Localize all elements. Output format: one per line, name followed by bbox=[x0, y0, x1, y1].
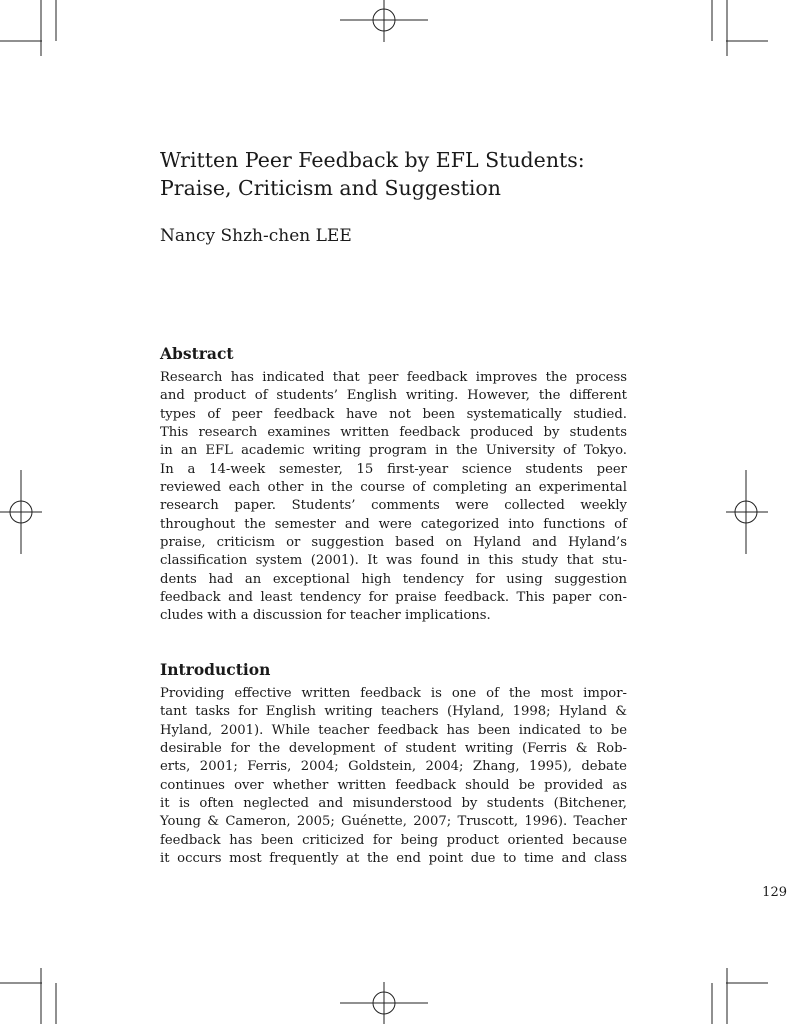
text-line: and product of students’ English writing. However, the different bbox=[160, 388, 627, 404]
text-line: In a 14-week semester, 15 first-year science students peer bbox=[160, 461, 627, 477]
text-line: it is often neglected and misunderstood by students (Bitchener, bbox=[160, 796, 627, 812]
text-line: types of peer feedback have not been systematically studied. bbox=[160, 406, 627, 422]
title-line-2: Praise, Criticism and Suggestion bbox=[160, 176, 501, 200]
article-title bbox=[160, 146, 627, 202]
text-line: desirable for the development of student writing (Ferris & Rob- bbox=[160, 741, 627, 757]
text-line: tant tasks for English writing teachers (Hyland, 1998; Hyland & bbox=[160, 704, 627, 720]
text-line: in an EFL academic writing program in the University of Tokyo. bbox=[160, 443, 627, 459]
text-line: classification system (2001). It was found in this study that stu- bbox=[160, 553, 627, 569]
text-line: it occurs most frequently at the end point due to time and class bbox=[160, 851, 627, 867]
text-line: dents had an exceptional high tendency for using suggestion bbox=[160, 571, 627, 587]
text-line: feedback has been criticized for being product oriented because bbox=[160, 832, 627, 848]
text-line: praise, criticism or suggestion based on Hyland and Hyland’s bbox=[160, 535, 627, 551]
text-line: research paper. Students’ comments were collected weekly bbox=[160, 498, 627, 514]
text-line: continues over whether written feedback should be provided as bbox=[160, 777, 627, 793]
page-number: 129 bbox=[762, 885, 787, 900]
text-line: Young & Cameron, 2005; Guénette, 2007; Truscott, 1996). Teacher bbox=[160, 814, 627, 830]
text-line: cludes with a discussion for teacher implications. bbox=[160, 608, 491, 624]
text-line: feedback and least tendency for praise feedback. This paper con- bbox=[160, 590, 627, 606]
author-name: Nancy Shzh-chen LEE bbox=[160, 226, 352, 246]
text-line: Hyland, 2001). While teacher feedback has been indicated to be bbox=[160, 722, 627, 738]
text-line: Providing effective written feedback is one of the most impor- bbox=[160, 686, 627, 701]
text-line: erts, 2001; Ferris, 2004; Goldstein, 2004; Zhang, 1995), debate bbox=[160, 759, 627, 775]
introduction-text bbox=[160, 685, 627, 868]
text-line: throughout the semester and were categorized into functions of bbox=[160, 516, 627, 532]
abstract-text bbox=[160, 369, 627, 626]
title-line-1: Written Peer Feedback by EFL Students: bbox=[160, 148, 585, 172]
text-line: Research has indicated that peer feedback improves the process bbox=[160, 370, 627, 385]
abstract-heading: Abstract bbox=[160, 344, 234, 363]
introduction-heading: Introduction bbox=[160, 660, 271, 679]
text-line: reviewed each other in the course of completing an experimental bbox=[160, 480, 627, 496]
text-line: This research examines written feedback produced by students bbox=[160, 425, 627, 441]
